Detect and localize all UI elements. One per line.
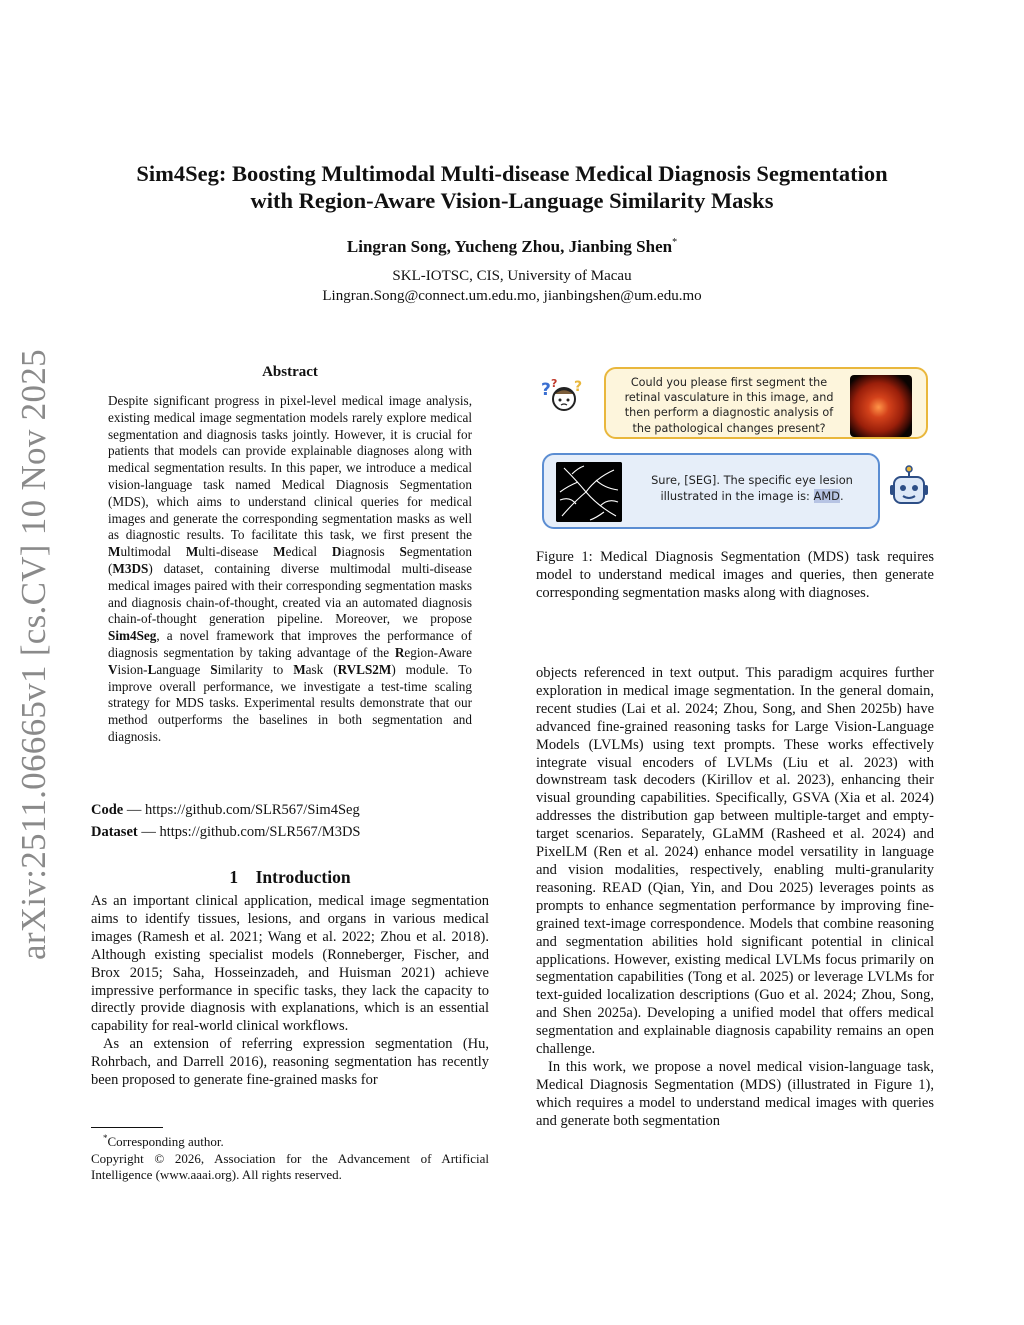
reply-prefix: Sure, [SEG]. The specific eye lesion illustrated in the image is:	[651, 473, 853, 503]
abstract-word: ision-	[117, 661, 148, 677]
user-query-text: Could you please first segment the retinal vasculature in this image, and then perform a diagnostic analysis of the pathological changes present?	[624, 376, 834, 435]
paper-title	[80, 160, 944, 214]
user-query-bubble	[604, 367, 928, 439]
model-reply-text	[630, 473, 874, 504]
acronym-letter: M	[273, 544, 286, 560]
acronym-letter: S	[399, 544, 407, 560]
svg-text:?: ?	[541, 380, 551, 400]
intro-paragraph-2: As an extension of referring expression segmentation (Hu, Rohrbach, and Darrell 2016), reasoning segmentation has recently been proposed to generate fine-grained masks for	[91, 1036, 489, 1089]
abstract-text-2: ) dataset, containing diverse multimodal multi-disease medical images paired with their corresponding segmentation masks and diagnosis chain-of-thought, created via an automated diagnosis chain-of-thought generation pipeline. Moreover, we propose	[108, 560, 472, 627]
acronym-letter: M	[108, 544, 121, 560]
copyright-notice: Copyright © 2026, Association for the Advancement of Artificial Intelligence (www.aaai.org). All rights reserved.	[91, 1150, 489, 1182]
retinal-fundus-image	[850, 375, 912, 437]
model-reply-bubble	[542, 453, 880, 529]
module-acronym: RVLS2M	[337, 661, 392, 677]
acronym-letter: L	[147, 661, 157, 677]
introduction-right-column	[536, 665, 934, 1131]
reply-suffix: .	[839, 488, 844, 503]
author-list	[80, 237, 944, 257]
acronym-letter: V	[108, 661, 118, 677]
diagnosis-answer: AMD	[813, 488, 840, 503]
separator: —	[123, 802, 145, 818]
abstract-word: egion-Aware	[404, 644, 472, 660]
dataset-link-row	[91, 821, 491, 843]
intro-paragraph-3: objects referenced in text output. This paradigm acquires further exploration in medical image segmentation. In the general domain, recent studies (Lai et al. 2024; Zhou, Song, and Shen 2025b) have advanced fine-grained reasoning tasks for Large Vision-Language Models (LVLMs) using text prompts. These works effectively integrate visual encoders of LVLMs (Liu et al. 2023) with downstream task decoders (Kirillov et al. 2023), enhancing their visual grounding capabilities. Specifically, GSVA (Xia et al. 2024) addresses the distribution gap between multiple-target and empty-target scenarios. Separately, GLaMM (Rasheed et al. 2024) and PixelLM (Ren et al. 2024) enhance model versatility in language and vision modalities, respectively, enabling multi-granularity reasoning. READ (Qian, Yin, and Dou 2025) leverages points as prompts to enhance segmentation performance by improving fine-grained text-image correspondence. Models that combine reasoning and segmentation abilities hold significant potential in clinical applications. However, existing medical LVLMs focus primarily on segmentation capabilities (Tong et al. 2025) or leverage LVLMs for text-guided localization descriptions (Guo et al. 2024; Zhou, Song, and Shen 2025a). Developing a unified model that offers medical segmentation and explainable diagnosis capability remains an open challenge.	[536, 665, 934, 1058]
separator: —	[137, 824, 160, 840]
abstract-word: ultimodal	[120, 544, 186, 560]
abstract-word: edical	[285, 544, 332, 560]
abstract-word: imilarity to	[217, 661, 294, 677]
footnote-mark: *	[103, 1133, 108, 1143]
footnote-text: Corresponding author.	[107, 1134, 224, 1149]
title-line-1: Sim4Seg: Boosting Multimodal Multi-disease Medical Diagnosis Segmentation	[136, 161, 888, 186]
abstract-text-3: , a novel framework that improves the performance of diagnosis segmentation by taking advantage of the	[108, 628, 472, 660]
author-emails: Lingran.Song@connect.um.edu.mo, jianbingshen@um.edu.mo	[322, 288, 702, 304]
footnote-divider	[91, 1127, 163, 1128]
corresponding-footnote	[91, 1130, 489, 1151]
abstract-word: ulti-disease	[198, 544, 274, 560]
svg-text:?: ?	[551, 377, 558, 390]
affiliation: SKL-IOTSC, CIS, University of Macau	[392, 268, 632, 284]
abstract-word: anguage	[156, 661, 211, 677]
intro-paragraph-4: In this work, we propose a novel medical vision-language task, Medical Diagnosis Segmentation (MDS) (illustrated in Figure 1), which requires a model to understand medical images with queries and generate both segmentation	[536, 1058, 934, 1129]
vessel-segmentation-mask	[556, 462, 622, 522]
acronym-letter: M	[185, 544, 199, 560]
arxiv-identifier: arXiv:2511.06665v1 [cs.CV] 10 Nov 2025	[14, 349, 53, 960]
abstract-word: ask (	[305, 661, 338, 677]
dataset-acronym: M3DS	[112, 560, 149, 576]
figure-1-caption: Figure 1: Medical Diagnosis Segmentation (MDS) task requires model to understand medical images and queries, then generate corresponding segmentation masks along with diagnoses.	[536, 549, 934, 601]
abstract-heading: Abstract	[262, 364, 318, 380]
abstract-word: iagnosis	[341, 544, 400, 560]
dataset-label: Dataset	[91, 824, 138, 840]
confused-user-icon	[540, 375, 586, 415]
abstract-text-1: Despite significant progress in pixel-level medical image analysis, existing medical image segmentation models rarely explore medical segmentation and diagnosis tasks jointly. However, it is crucial for patients that models can provide explainable diagnoses along with medical segmentation results. In this paper, we introduce a medical vision-language task named Medical Diagnosis Segmentation (MDS), which aims to understand clinical queries for medical images and generate the corresponding segmentation masks as well as diagnostic results. To facilitate this task, we first present the	[108, 393, 472, 543]
figure-1	[538, 365, 934, 535]
footnote-block	[91, 1130, 489, 1184]
section-heading-introduction: 1 Introduction	[229, 867, 351, 887]
abstract-text-4: ) module. To improve overall performance, we investigate a test-time scaling strategy for MDS tasks. Experimental results demonstrate that our method outperforms the baselines in both segmentation and diagnosis.	[108, 661, 472, 744]
intro-paragraph-1: As an important clinical application, medical image segmentation aims to identify tissues, lesions, and organs in various medical images (Ramesh et al. 2021; Wang et al. 2022; Zhou et al. 2018). Although existing specialist models (Ronneberger, Fischer, and Brox 2015; Saha, Hosseinzadeh, and Huisman 2021) achieve impressive performance in specific tasks, they lack the capacity to directly provide diagnosis with explanations, which is an essential capability for real-world clinical workflows.	[91, 893, 489, 1035]
title-line-2: with Region-Aware Vision-Language Similarity Masks	[250, 188, 774, 213]
acronym-letter: S	[210, 661, 218, 677]
acronym-letter: D	[331, 544, 342, 560]
corresponding-author-mark: *	[672, 237, 678, 248]
code-url-link[interactable]: https://github.com/SLR567/Sim4Seg	[144, 802, 360, 818]
resource-links	[91, 799, 491, 843]
code-label: Code	[91, 802, 124, 818]
acronym-letter: M	[293, 661, 306, 677]
code-link-row	[91, 799, 491, 821]
authors-text: Lingran Song, Yucheng Zhou, Jianbing Shen	[346, 237, 673, 256]
svg-text:?: ?	[574, 379, 583, 395]
abstract-word: egmentation (	[108, 544, 472, 576]
method-name: Sim4Seg	[108, 628, 157, 644]
introduction-left-column	[91, 893, 489, 1090]
robot-icon	[888, 465, 930, 513]
acronym-letter: R	[394, 644, 405, 660]
affiliation-block	[80, 266, 944, 306]
abstract-body	[108, 393, 472, 746]
dataset-url-link[interactable]: https://github.com/SLR567/M3DS	[159, 824, 361, 840]
